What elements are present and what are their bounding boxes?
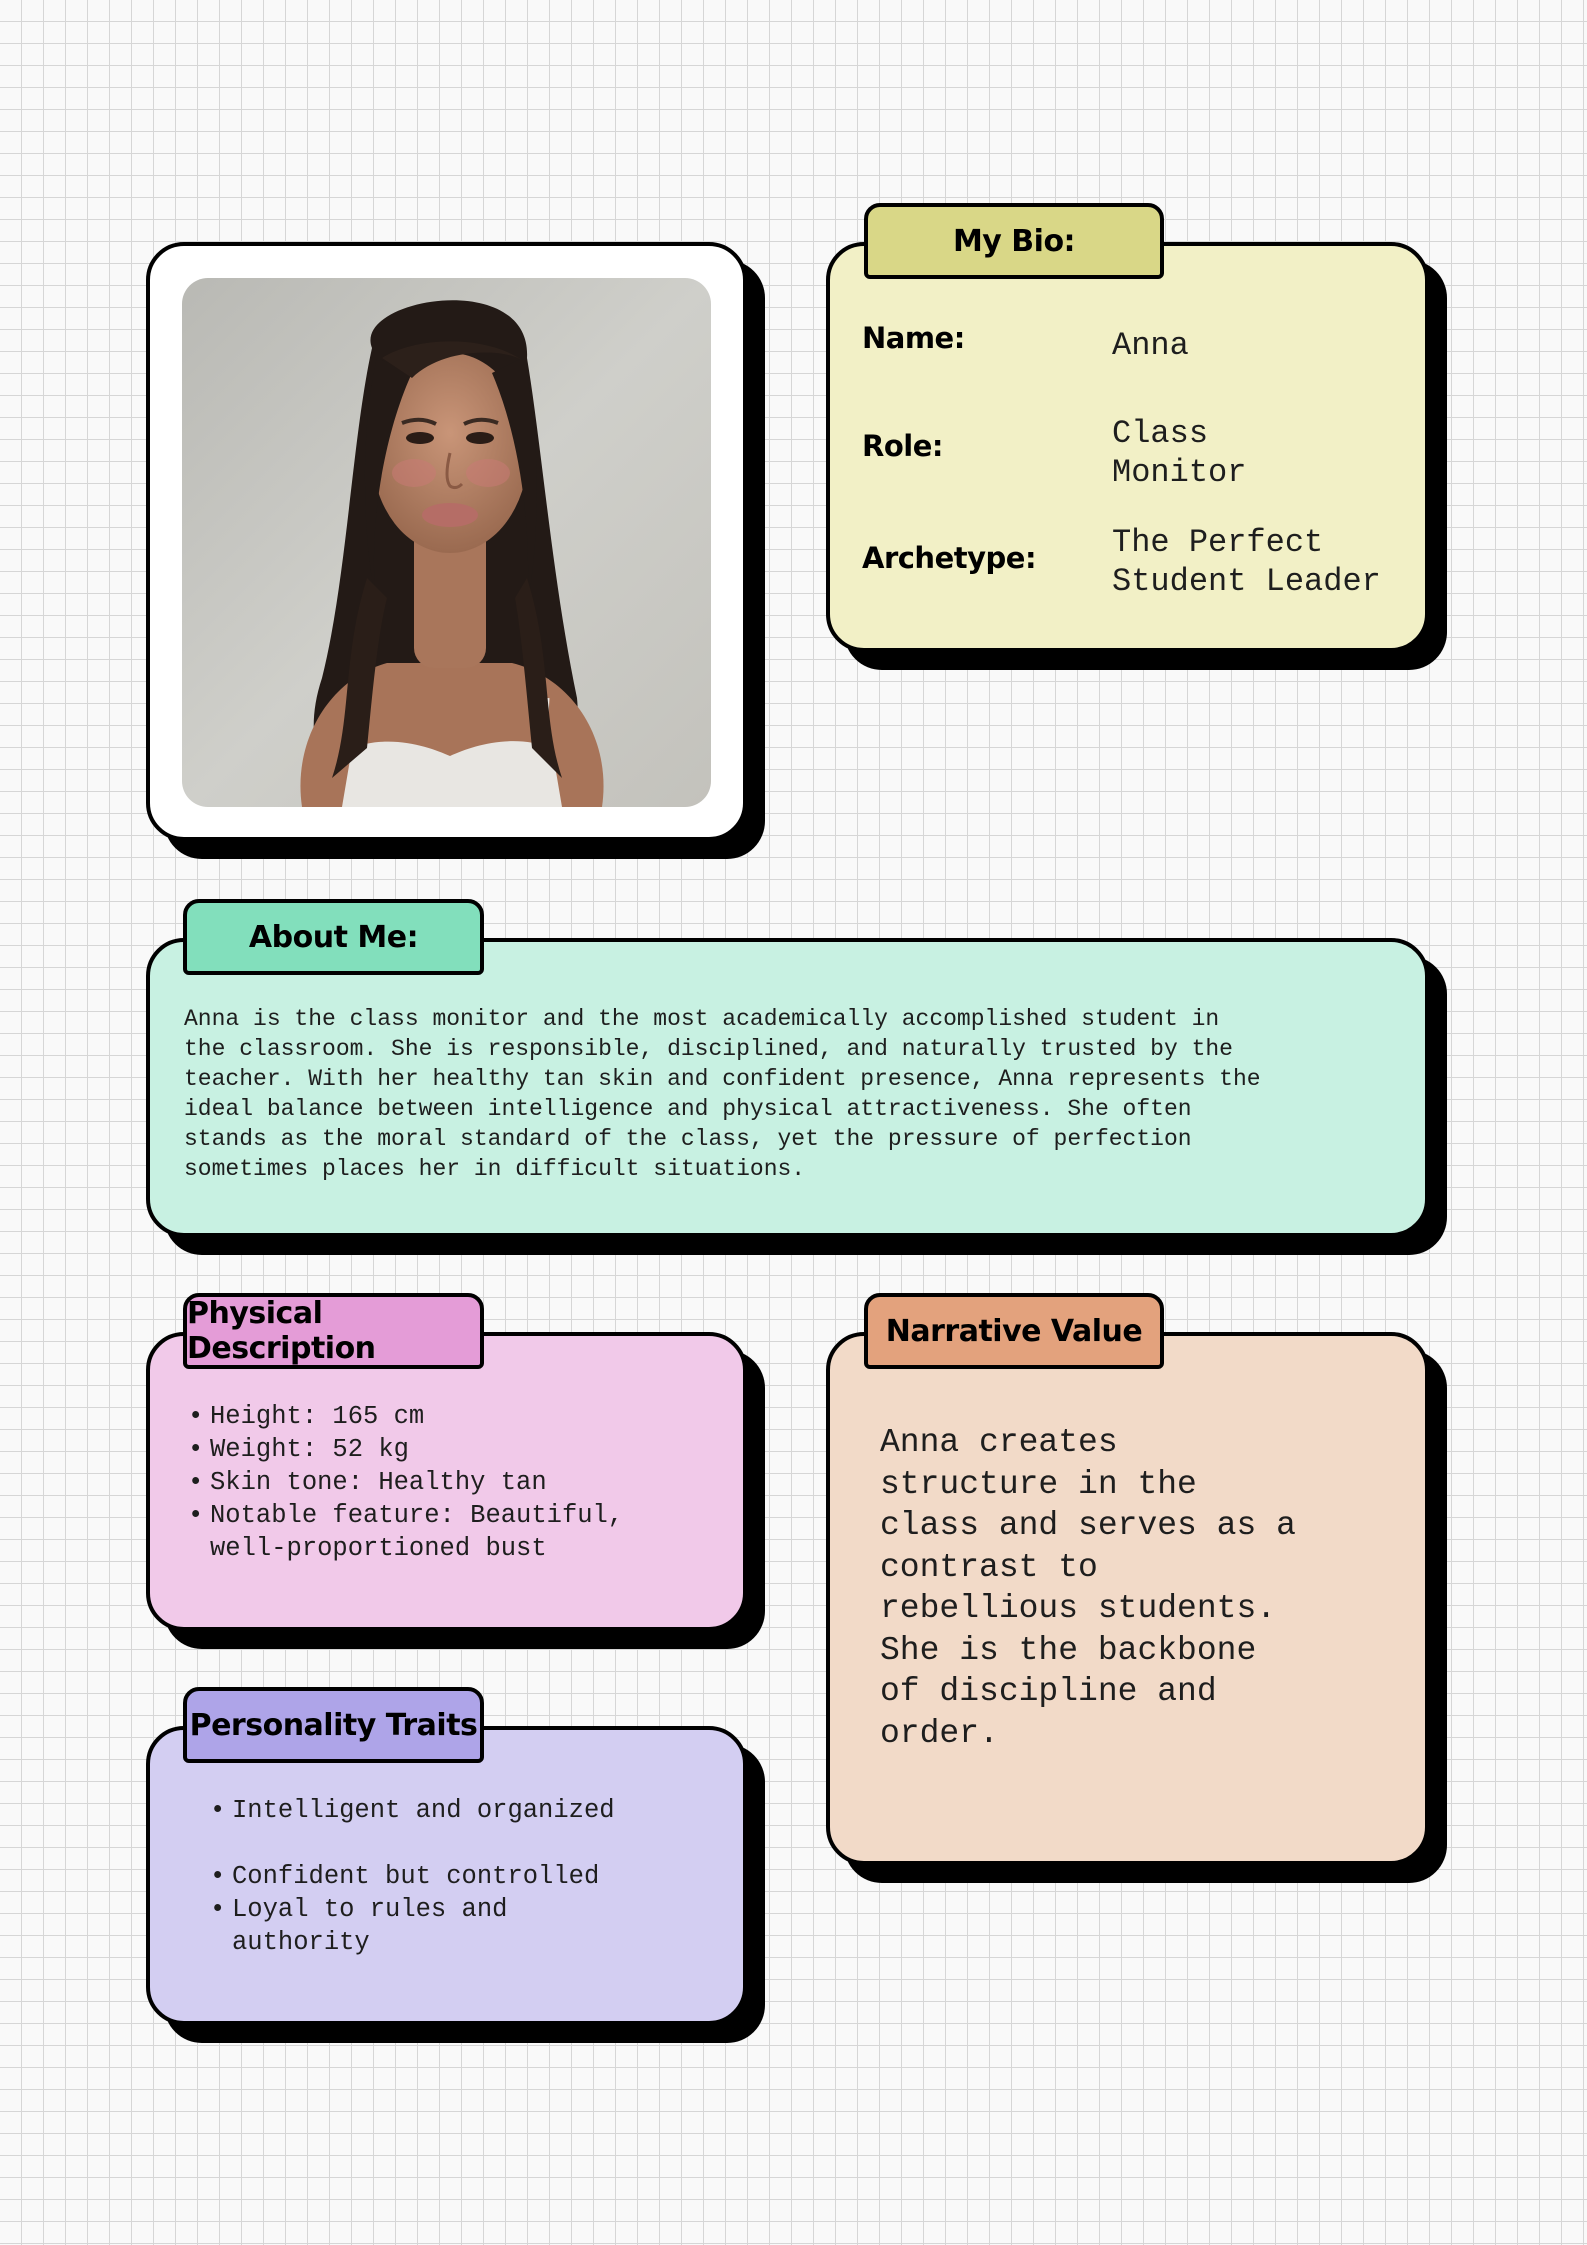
list-item: • Skin tone: Healthy tan xyxy=(186,1466,623,1499)
personality-card xyxy=(146,1726,747,2025)
bio-role-value: Class Monitor xyxy=(1112,415,1247,491)
bio-archetype-label: Archetype: xyxy=(862,541,1037,575)
list-item: • Loyal to rules and authority xyxy=(208,1893,615,1959)
narrative-tab: Narrative Value xyxy=(864,1293,1164,1369)
bio-name-value: Anna xyxy=(1112,327,1189,364)
list-item: • Intelligent and organized xyxy=(208,1794,615,1827)
photo-card xyxy=(146,242,747,841)
narrative-card xyxy=(826,1332,1429,1865)
list-item: • Confident but controlled xyxy=(208,1860,615,1893)
narrative-text: Anna creates structure in the class and serves as a contrast to rebellious students. She is the backbone of discipline and order. xyxy=(880,1424,1296,1752)
about-card xyxy=(146,938,1429,1237)
list-item: • Height: 165 cm xyxy=(186,1400,623,1433)
about-text: Anna is the class monitor and the most academically accomplished student in the classroom. She is responsible, disciplined, and naturally trusted by the teacher. With her healthy tan skin and confident presence, Anna represents the ideal balance between intelligence and physical attractiveness. She often stands as the moral standard of the class, yet the pressure of perfection sometimes places her in difficult situations. xyxy=(184,1006,1261,1182)
physical-tab: Physical Description xyxy=(183,1293,484,1369)
personality-list xyxy=(208,1794,615,1959)
list-item: • Notable feature: Beautiful, well-proportioned bust xyxy=(186,1499,623,1565)
bio-role-label: Role: xyxy=(862,429,943,463)
physical-list xyxy=(186,1400,623,1565)
personality-tab: Personality Traits xyxy=(183,1687,484,1763)
bio-card xyxy=(826,242,1429,652)
bio-archetype-value: The Perfect Student Leader xyxy=(1112,524,1381,600)
portrait-photo xyxy=(182,278,711,807)
list-item: • Weight: 52 kg xyxy=(186,1433,623,1466)
bio-tab: My Bio: xyxy=(864,203,1164,279)
bio-name-label: Name: xyxy=(862,321,965,355)
about-tab: About Me: xyxy=(183,899,484,975)
physical-card xyxy=(146,1332,747,1631)
